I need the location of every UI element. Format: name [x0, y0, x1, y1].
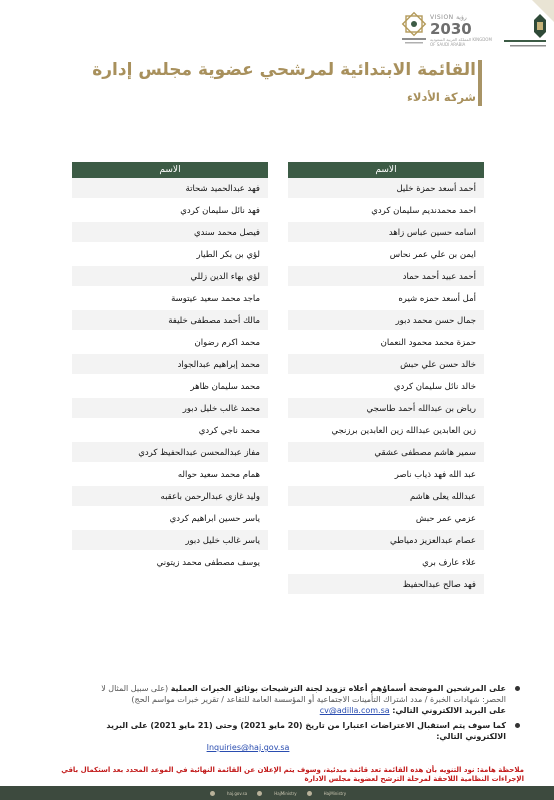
table-row: علاء عارف بري: [288, 552, 484, 574]
twitter-icon: [257, 791, 262, 796]
candidates-table-right: [288, 162, 484, 596]
table-row: سمير هاشم مصطفى عشقي: [288, 442, 484, 464]
table-row: فيصل محمد سندي: [72, 222, 268, 244]
table-header: الاسم: [72, 162, 268, 178]
table-row: رياض بن عبدالله أحمد طاسجي: [288, 398, 484, 420]
table-row: اسامه حسين عباس زاهد: [288, 222, 484, 244]
important-notice: ملاحظة هامة: نود التنويه بأن هذه القائمة تعد قائمة مبدئية، وسوف يتم الإعلان عن القائمة النهائية في الموعد المحدد بعد استكمال باقي الإجراءات النظامية اللاحقة لمرحلة الترشح لعضوية مجلس الادارة: [61, 766, 524, 783]
table-row: محمد غالب خليل دبور: [72, 398, 268, 420]
website-link[interactable]: haj.gov.sa: [227, 791, 248, 796]
table-row: وليد غازي عبدالرحمن باعقبه: [72, 486, 268, 508]
table-row: محمد إبراهيم عبدالجواد: [72, 354, 268, 376]
table-row: احمد محمدنديم سليمان كردي: [288, 200, 484, 222]
table-row: فهد عبدالحميد شحاتة: [72, 178, 268, 200]
table-header: الاسم: [288, 162, 484, 178]
table-row: أحمد أسعد حمزة خليل: [288, 178, 484, 200]
table-row: مفاز عبدالمحسن عبدالحفيظ كردي: [72, 442, 268, 464]
table-row: مالك أحمد مصطفى خليفة: [72, 310, 268, 332]
table-row: ايمن بن علي عمر نحاس: [288, 244, 484, 266]
note-submit-documents: على المرشحين الموضحة أسماؤهم أعلاه تزويد لجنة الترشيحات بوثائق الخبرات العملية (على سبيل المثال لا الحصر: شهادات الخبرة / مدد اشتراك التأمينات الاجتماعية أو المؤسسة العامة للتقاعد / تقرير خبرات مواسم الحج) على البريد الالكتروني التالي: cv@adilla.com.sa: [30, 683, 520, 716]
table-row: ياسر غالب خليل دبور: [72, 530, 268, 552]
bullet-icon: [515, 686, 520, 691]
table-row: زين العابدين عبدالله زين العابدين برزنجي: [288, 420, 484, 442]
vision-2030-logo: VISION رؤية 2030 المملكة العربية السعودية KINGDOM OF SAUDI ARABIA: [430, 14, 492, 47]
table-row: جمال حسن محمد دبور: [288, 310, 484, 332]
table-row: عزمي عمر حبش: [288, 508, 484, 530]
table-row: فهد صالح عبدالحفيظ: [288, 574, 484, 596]
table-row: عصام عبدالعزيز دمياطي: [288, 530, 484, 552]
table-row: عبدالله يعلى هاشم: [288, 486, 484, 508]
instagram-link[interactable]: HajMinistry: [323, 791, 347, 796]
table-row: أحمد عبيد أحمد حماد: [288, 266, 484, 288]
table-row: يوسف مصطفى محمد زيتوني: [72, 552, 268, 574]
table-row: حمزة محمد محمود النعمان: [288, 332, 484, 354]
table-row: فهد نائل سليمان كردي: [72, 200, 268, 222]
title-accent-bar: [478, 60, 482, 106]
table-row: لؤي بهاء الدين زللي: [72, 266, 268, 288]
notes-section: [30, 683, 520, 757]
table-row: خالد نائل سليمان كردي: [288, 376, 484, 398]
table-row: محمد اكرم رضوان: [72, 332, 268, 354]
header-logos: [0, 10, 554, 50]
inquiries-email-link[interactable]: Inquiries@haj.gov.sa: [206, 743, 290, 752]
twitter-link[interactable]: HajMinistry: [274, 791, 297, 796]
cv-email-link[interactable]: cv@adilla.com.sa: [319, 706, 390, 715]
bullet-icon: [515, 723, 520, 728]
table-row: أمل أسعد حمزه شيره: [288, 288, 484, 310]
table-row: خالد حسن علي حبش: [288, 354, 484, 376]
candidates-table-left: [72, 162, 268, 574]
table-row: لؤي بن بكر الطيار: [72, 244, 268, 266]
table-row: ماجد محمد سعيد عيتوسة: [72, 288, 268, 310]
table-row: ياسر حسين ابراهيم كردي: [72, 508, 268, 530]
page-subtitle: شركة الأدلاء: [407, 90, 476, 104]
note-objections: كما سوف يتم استقبال الاعتراضات اعتبارا من تاريخ (20 مايو 2021) وحتى (21 مايو 2021) على البريد الالكتروني التالي: Inquiries@haj.gov.sa: [30, 720, 520, 753]
footer-bar: [0, 786, 554, 800]
table-row: عبد الله فهد ذياب ناصر: [288, 464, 484, 486]
table-row: همام محمد سعيد حواله: [72, 464, 268, 486]
instagram-icon: [307, 791, 312, 796]
ministry-of-hajj-logo-icon: [500, 10, 550, 52]
table-row: محمد ناجي كردي: [72, 420, 268, 442]
page-title: القائمة الابتدائية لمرشحي عضوية مجلس إدارة: [92, 60, 476, 80]
table-row: محمد سليمان ظاهر: [72, 376, 268, 398]
globe-icon: [210, 791, 215, 796]
custodian-logo-icon: [396, 10, 432, 48]
